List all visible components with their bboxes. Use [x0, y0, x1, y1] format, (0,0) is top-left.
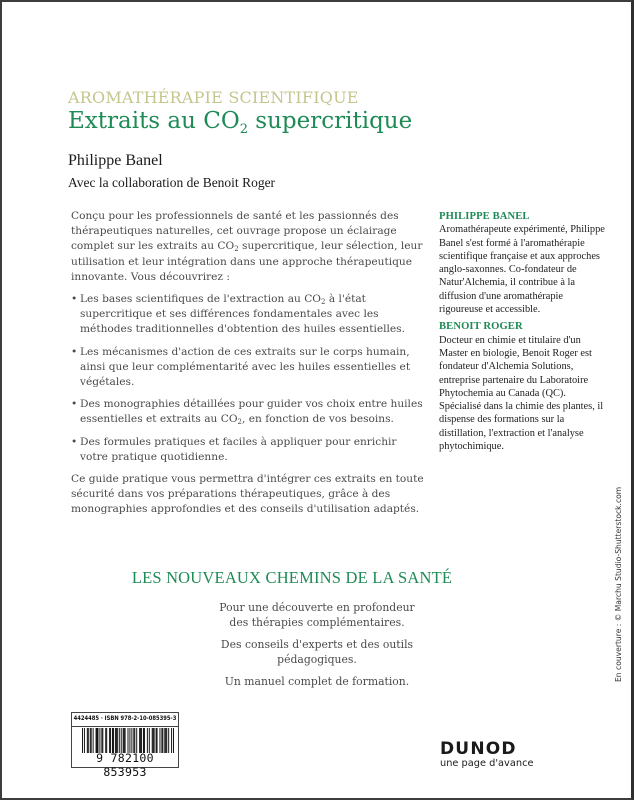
barcode-bar [162, 728, 163, 753]
barcode-bar [147, 728, 148, 753]
author-name: Philippe Banel [68, 152, 163, 169]
barcode-bar [133, 728, 134, 753]
barcode-bar [97, 728, 98, 753]
bullet-icon: • [71, 293, 78, 306]
barcode-bar [171, 728, 172, 753]
barcode-bar [129, 728, 130, 753]
barcode-bar [125, 728, 126, 753]
intro-subscript: 2 [234, 245, 239, 254]
collaboration-line: Avec la collaboration de Benoit Roger [68, 175, 276, 190]
barcode-bar [131, 728, 132, 753]
title-subscript: 2 [239, 122, 248, 137]
barcode-bar [87, 728, 88, 753]
barcode-bar [105, 728, 106, 753]
collection-tagline [192, 600, 442, 689]
bio-text: Docteur en chimie et titulaire d'un Master en biologie, Benoit Roger est fondateur d'Alchemia Solutions, entreprise partenaire du Laboratoire Phytochemia au Canada (QC). Spécialisé dans la chimie des plantes, il dispense des formations sur la distillation, l'extraction et l'analyse phytochimique. [439, 334, 604, 453]
bullet-icon: • [71, 435, 78, 448]
barcode-bar [84, 728, 85, 753]
collection-line: des thérapies complémentaires. [229, 616, 405, 629]
bio-text: Aromathérapeute expérimenté, Philippe Banel s'est formé à l'aromathérapie scientifique française et aux approches anglo-saxonnes. Co-fondateur de Natur'Alchemia, il contribue à la diffusion d'une aromathérapie rigoureuse et accessible. [439, 224, 605, 316]
barcode-bar [164, 728, 165, 753]
description-column [71, 209, 427, 525]
barcode-bar [99, 728, 100, 753]
barcode-bar [140, 728, 141, 753]
barcode-bar [139, 728, 140, 753]
barcode-bar [88, 728, 89, 753]
barcode-bar [110, 728, 111, 753]
barcode-bar [149, 728, 150, 753]
feature-text-before: Des monographies détaillées pour guider vos choix entre huiles essentielles et extraits au CO [80, 398, 423, 426]
barcode-bar [154, 728, 155, 753]
title-text-after: supercritique [248, 108, 413, 134]
barcode-bar [141, 728, 142, 753]
barcode-bar [109, 728, 110, 753]
feature-text-after: à l'état supercritique et ses différences fondamentales avec les méthodes traditionnelles d'obtention des huiles essentielles. [80, 293, 405, 336]
feature-list [71, 292, 427, 465]
conclusion-paragraph: Ce guide pratique vous permettra d'intégrer ces extraits en toute sécurité dans vos préparations thérapeutiques, grâce à des monographies approfondies et des conseils d'utilisation adaptés. [71, 473, 424, 516]
barcode-bar [161, 728, 162, 753]
barcode-bar [102, 728, 103, 753]
feature-item [71, 345, 427, 391]
barcode-bar [112, 728, 113, 753]
series-label: AROMATHÉRAPIE SCIENTIFIQUE [68, 88, 359, 107]
barcode-bar [165, 728, 166, 753]
barcode-bar [113, 728, 114, 753]
publisher-logo [440, 740, 540, 769]
barcode-bar [96, 728, 97, 753]
barcode-bar [106, 728, 107, 753]
isbn-label: 4424485 · ISBN 978-2-10-085395-3 [72, 713, 178, 727]
barcode-bar [115, 728, 116, 753]
barcode-bar [97, 728, 98, 753]
collection-line: Des conseils d'experts et des outils pédagogiques. [220, 638, 414, 666]
barcode-bar [144, 728, 145, 753]
barcode-bar [143, 728, 144, 753]
feature-subscript: 2 [237, 418, 242, 427]
barcode-bar [153, 728, 154, 753]
barcode-bar [121, 728, 122, 753]
publisher-tagline: une page d'avance [440, 758, 534, 769]
barcode-bar [93, 728, 94, 753]
intro-text-before: Conçu pour les professionnels de santé et les passionnés des thérapeutiques naturelles, cet ouvrage propose un éclairage complet sur les extraits au CO [71, 210, 399, 253]
barcode-bar [166, 728, 167, 753]
bullet-icon: • [71, 345, 78, 358]
feature-subscript: 2 [321, 298, 326, 307]
collection-line: Un manuel complet de formation. [224, 675, 410, 688]
barcode-bar [173, 728, 174, 753]
feature-text-after: , en fonction de vos besoins. [242, 413, 394, 426]
barcode-number: 9 782100 853953 [96, 751, 154, 779]
intro-paragraph [71, 209, 427, 285]
title-text-before: Extraits au CO [68, 108, 240, 134]
isbn-barcode [71, 712, 179, 779]
barcode-bar [101, 728, 102, 753]
collection-name: LES NOUVEAUX CHEMINS DE LA SANTÉ [131, 568, 453, 587]
barcode-bar [116, 728, 117, 753]
barcode-bar [134, 728, 135, 753]
feature-text-before: Les bases scientifiques de l'extraction au CO [80, 293, 321, 306]
barcode-bar [123, 728, 124, 753]
barcode-bar [136, 728, 137, 753]
barcode-bar [156, 728, 157, 753]
collection-line: Pour une découverte en profondeur [219, 601, 415, 614]
barcode-bar [128, 728, 129, 753]
barcode-bar [124, 728, 125, 753]
cover-photo-credit: En couverture : © Marchu Studio-Shutterstock.com [614, 486, 623, 682]
barcode-bars [82, 728, 174, 753]
feature-item [71, 397, 427, 427]
barcode-bar [119, 728, 120, 753]
barcode-bar [82, 728, 83, 753]
barcode-bar [168, 728, 169, 753]
barcode-bar [90, 728, 91, 753]
barcode-bar [152, 728, 153, 753]
bio-heading: BENOIT ROGER [439, 321, 523, 333]
bio-heading: PHILIPPE BANEL [439, 211, 530, 222]
feature-item [71, 435, 427, 465]
feature-text-before: Les mécanismes d'action de ces extraits sur le corps humain, ainsi que leur complémentarité avec les huiles essentielles et végétales. [80, 345, 411, 389]
feature-text-before: Des formules pratiques et faciles à appliquer pour enrichir votre pratique quotidienne. [80, 435, 397, 463]
bullet-icon: • [71, 398, 78, 411]
feature-item [71, 292, 427, 338]
barcode-bar [157, 728, 158, 753]
barcode-bar [91, 728, 92, 753]
intro-text-after: supercritique, leur sélection, leur utilisation et leur intégration dans une approche thérapeutique innovante. Vous découvrirez : [71, 240, 423, 283]
barcode-bar [159, 728, 160, 753]
book-title [68, 108, 413, 137]
author-bios [439, 210, 607, 457]
barcode-bar [117, 728, 118, 753]
publisher-name: DUNOD [440, 739, 517, 759]
